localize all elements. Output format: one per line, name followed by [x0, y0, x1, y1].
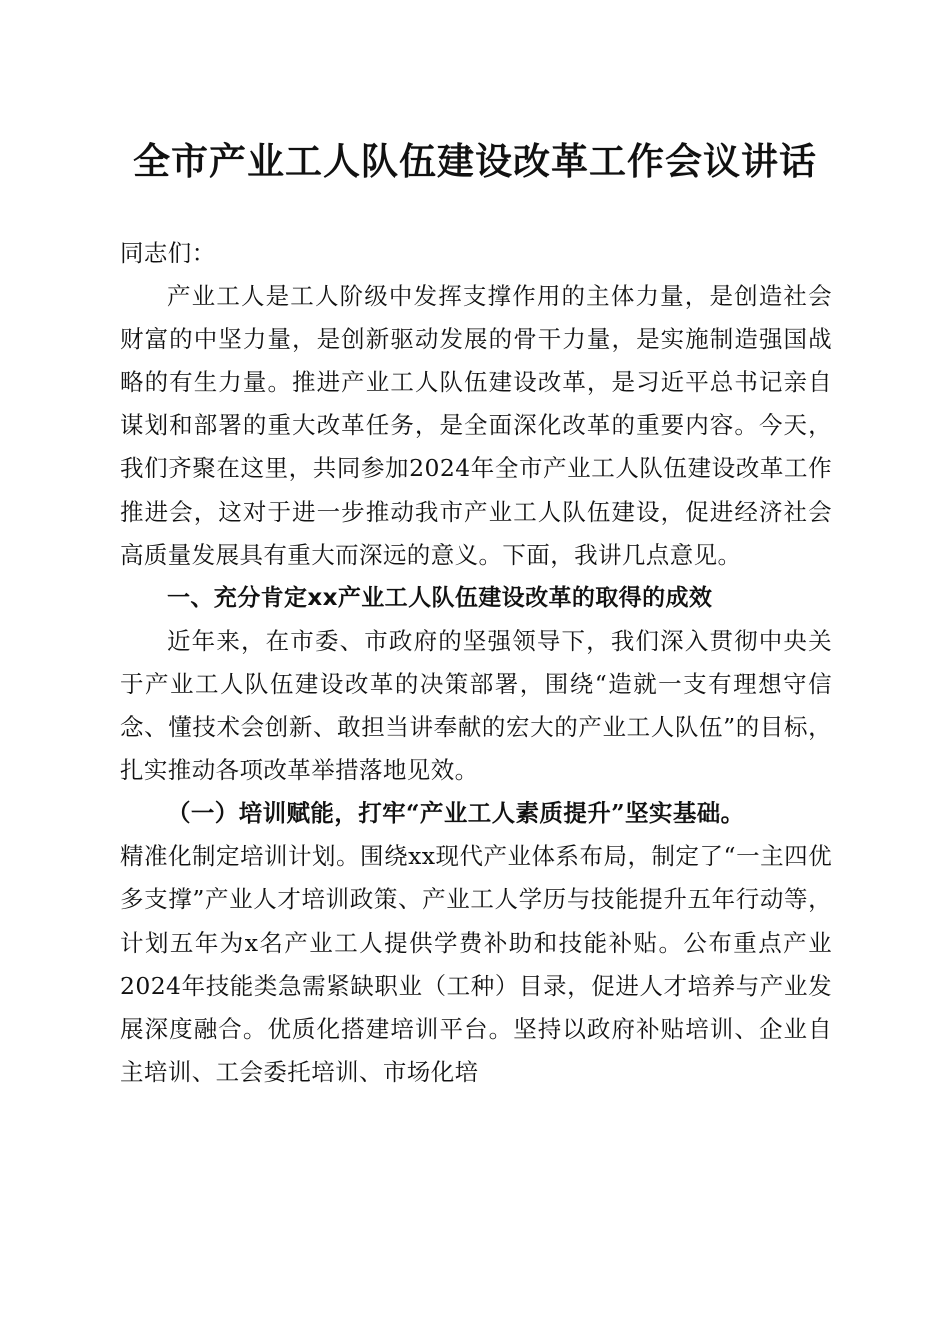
subsection-1-paragraph: 精准化制定培训计划。围绕xx现代产业体系布局，制定了“一主四优多支撑”产业人才培训政策、产业工人学历与技能提升五年行动等，计划五年为x名产业工人提供学费补助和技能补贴。公布重点产业2024年技能类急需紧缺职业（工种）目录，促进人才培养与产业发展深度融合。优质化搭建培训平台。坚持以政府补贴培训、企业自主培训、工会委托培训、市场化培: [120, 842, 832, 1086]
section-heading-1: 一、充分肯定xx产业工人队伍建设改革的取得的成效: [167, 584, 713, 611]
salutation: 同志们：: [120, 239, 216, 267]
subsection-heading-1: （一）培训赋能，打牢“产业工人素质提升”坚实基础。: [167, 799, 745, 828]
document-body: [120, 232, 832, 1094]
section-1-paragraph: 近年来，在市委、市政府的坚强领导下，我们深入贯彻中央关于产业工人队伍建设改革的决策部署，围绕“造就一支有理想守信念、懂技术会创新、敢担当讲奉献的宏大的产业工人队伍”的目标，扎实推动各项改革举措落地见效。: [120, 626, 832, 785]
document-title: 全市产业工人队伍建设改革工作会议讲话: [133, 139, 817, 183]
intro-paragraph: 产业工人是工人阶级中发挥支撑作用的主体力量，是创造社会财富的中坚力量，是创新驱动发展的骨干力量，是实施制造强国战略的有生力量。推进产业工人队伍建设改革，是习近平总书记亲自谋划和部署的重大改革任务，是全面深化改革的重要内容。今天，我们齐聚在这里，共同参加2024年全市产业工人队伍建设改革工作推进会，这对于进一步推动我市产业工人队伍建设，促进经济社会高质量发展具有重大而深远的意义。下面，我讲几点意见。: [120, 282, 832, 569]
